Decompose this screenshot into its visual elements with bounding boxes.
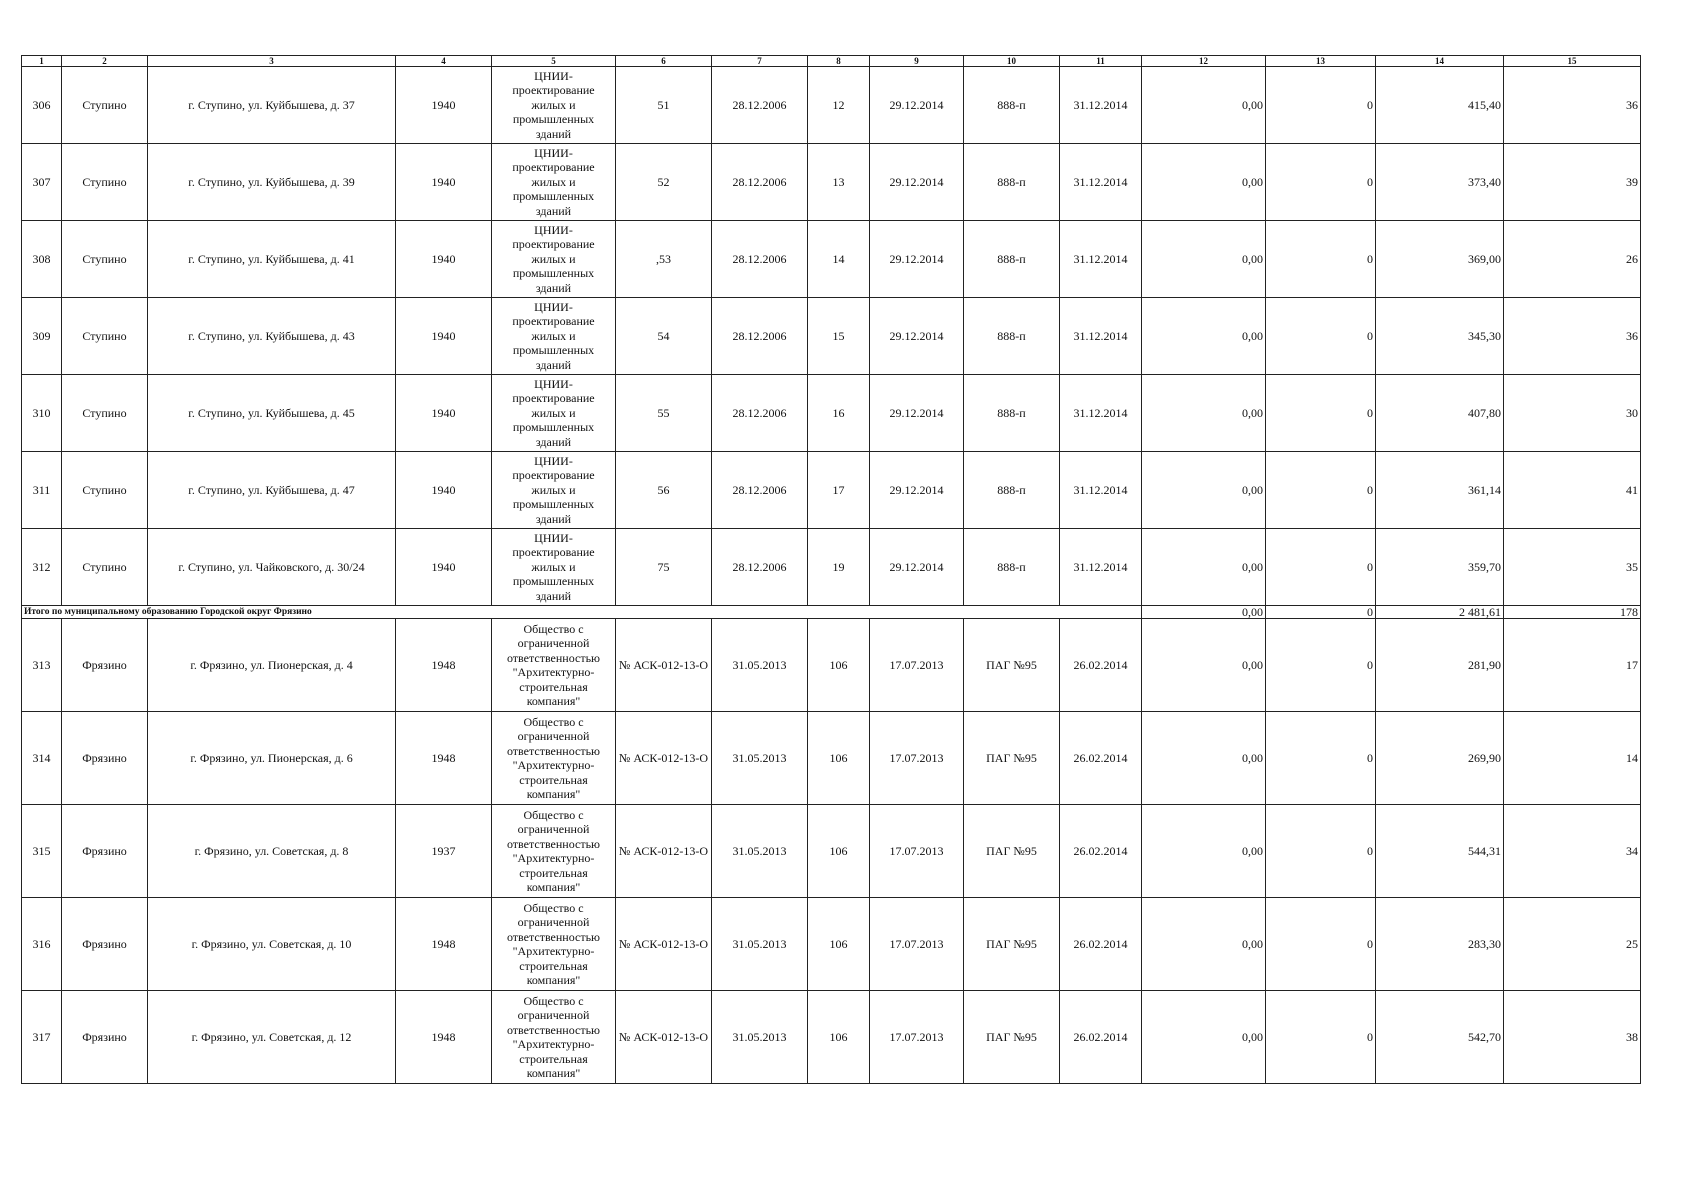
order-date-cell: 26.02.2014 xyxy=(1060,991,1142,1084)
decision-date-cell: 17.07.2013 xyxy=(870,805,964,898)
order-date-cell: 31.12.2014 xyxy=(1060,221,1142,298)
value-col12-cell: 0,00 xyxy=(1142,452,1266,529)
table-row xyxy=(22,221,1641,298)
value-col12-cell: 0,00 xyxy=(1142,529,1266,606)
residents-count-cell: 14 xyxy=(1504,712,1641,805)
table-row xyxy=(22,144,1641,221)
value-col13-cell: 0 xyxy=(1266,712,1376,805)
design-organization-cell: ЦНИИ-проектирование жилых и промышленных зданий xyxy=(492,67,616,144)
doc-date-cell: 28.12.2006 xyxy=(712,67,808,144)
order-number-cell: ПАГ №95 xyxy=(964,712,1060,805)
order-date-cell: 31.12.2014 xyxy=(1060,452,1142,529)
table-row xyxy=(22,67,1641,144)
doc-number-cell: 56 xyxy=(616,452,712,529)
design-organization-cell: Общество с ограниченной ответственностью "Архитектурно-строительная компания" xyxy=(492,619,616,712)
area-value-cell: 415,40 xyxy=(1376,67,1504,144)
decision-number-cell: 12 xyxy=(808,67,870,144)
residents-count-cell: 39 xyxy=(1504,144,1641,221)
order-number-cell: ПАГ №95 xyxy=(964,898,1060,991)
decision-number-cell: 17 xyxy=(808,452,870,529)
value-col13-cell: 0 xyxy=(1266,898,1376,991)
residents-count-cell: 41 xyxy=(1504,452,1641,529)
build-year-cell: 1948 xyxy=(396,991,492,1084)
table-row xyxy=(22,298,1641,375)
value-col12-cell: 0,00 xyxy=(1142,619,1266,712)
value-col12-cell: 0,00 xyxy=(1142,898,1266,991)
area-value-cell: 345,30 xyxy=(1376,298,1504,375)
decision-number-cell: 106 xyxy=(808,619,870,712)
table-body xyxy=(22,56,1641,1084)
doc-number-cell: 54 xyxy=(616,298,712,375)
order-number-cell: 888-п xyxy=(964,452,1060,529)
municipality-cell: Ступино xyxy=(62,529,148,606)
order-date-cell: 26.02.2014 xyxy=(1060,805,1142,898)
address-cell: г. Ступино, ул. Чайковского, д. 30/24 xyxy=(148,529,396,606)
table-row xyxy=(22,619,1641,712)
decision-number-cell: 106 xyxy=(808,991,870,1084)
value-col12-cell: 0,00 xyxy=(1142,67,1266,144)
column-number-11: 11 xyxy=(1060,56,1142,67)
value-col13-cell: 0 xyxy=(1266,298,1376,375)
decision-date-cell: 17.07.2013 xyxy=(870,712,964,805)
decision-date-cell: 29.12.2014 xyxy=(870,298,964,375)
doc-number-cell: № АСК-012-13-О xyxy=(616,991,712,1084)
value-col13-cell: 0 xyxy=(1266,619,1376,712)
design-organization-cell: Общество с ограниченной ответственностью "Архитектурно-строительная компания" xyxy=(492,898,616,991)
design-organization-cell: Общество с ограниченной ответственностью "Архитектурно-строительная компания" xyxy=(492,805,616,898)
value-col13-cell: 0 xyxy=(1266,991,1376,1084)
design-organization-cell: Общество с ограниченной ответственностью "Архитектурно-строительная компания" xyxy=(492,712,616,805)
doc-number-cell: 75 xyxy=(616,529,712,606)
decision-date-cell: 29.12.2014 xyxy=(870,144,964,221)
residents-count-cell: 26 xyxy=(1504,221,1641,298)
order-date-cell: 26.02.2014 xyxy=(1060,712,1142,805)
value-col12-cell: 0,00 xyxy=(1142,221,1266,298)
area-value-cell: 361,14 xyxy=(1376,452,1504,529)
order-number-cell: ПАГ №95 xyxy=(964,991,1060,1084)
value-col13-cell: 0 xyxy=(1266,805,1376,898)
column-number-15: 15 xyxy=(1504,56,1641,67)
doc-number-cell: 55 xyxy=(616,375,712,452)
order-date-cell: 26.02.2014 xyxy=(1060,898,1142,991)
municipality-cell: Ступино xyxy=(62,298,148,375)
doc-date-cell: 28.12.2006 xyxy=(712,529,808,606)
total-residents: 178 xyxy=(1504,606,1641,619)
decision-number-cell: 19 xyxy=(808,529,870,606)
area-value-cell: 281,90 xyxy=(1376,619,1504,712)
decision-date-cell: 29.12.2014 xyxy=(870,452,964,529)
value-col12-cell: 0,00 xyxy=(1142,805,1266,898)
value-col12-cell: 0,00 xyxy=(1142,375,1266,452)
row-number-cell: 309 xyxy=(22,298,62,375)
order-number-cell: 888-п xyxy=(964,67,1060,144)
decision-number-cell: 14 xyxy=(808,221,870,298)
order-number-cell: 888-п xyxy=(964,221,1060,298)
design-organization-cell: ЦНИИ-проектирование жилых и промышленных зданий xyxy=(492,375,616,452)
row-number-cell: 317 xyxy=(22,991,62,1084)
column-number-3: 3 xyxy=(148,56,396,67)
decision-date-cell: 29.12.2014 xyxy=(870,221,964,298)
value-col12-cell: 0,00 xyxy=(1142,712,1266,805)
order-date-cell: 31.12.2014 xyxy=(1060,144,1142,221)
row-number-cell: 307 xyxy=(22,144,62,221)
build-year-cell: 1948 xyxy=(396,712,492,805)
column-number-2: 2 xyxy=(62,56,148,67)
document-sheet xyxy=(21,55,1640,1084)
doc-number-cell: № АСК-012-13-О xyxy=(616,712,712,805)
area-value-cell: 283,30 xyxy=(1376,898,1504,991)
total-col12: 0,00 xyxy=(1142,606,1266,619)
decision-date-cell: 29.12.2014 xyxy=(870,529,964,606)
build-year-cell: 1940 xyxy=(396,375,492,452)
row-number-cell: 315 xyxy=(22,805,62,898)
area-value-cell: 269,90 xyxy=(1376,712,1504,805)
order-date-cell: 31.12.2014 xyxy=(1060,529,1142,606)
design-organization-cell: ЦНИИ-проектирование жилых и промышленных зданий xyxy=(492,298,616,375)
doc-number-cell: № АСК-012-13-О xyxy=(616,805,712,898)
area-value-cell: 407,80 xyxy=(1376,375,1504,452)
address-cell: г. Фрязино, ул. Пионерская, д. 4 xyxy=(148,619,396,712)
doc-date-cell: 28.12.2006 xyxy=(712,452,808,529)
residents-count-cell: 30 xyxy=(1504,375,1641,452)
column-number-6: 6 xyxy=(616,56,712,67)
decision-number-cell: 16 xyxy=(808,375,870,452)
total-label: Итого по муниципальному образованию Городской округ Фрязино xyxy=(22,606,1142,619)
order-date-cell: 31.12.2014 xyxy=(1060,67,1142,144)
table-row xyxy=(22,712,1641,805)
table-row xyxy=(22,375,1641,452)
doc-date-cell: 31.05.2013 xyxy=(712,805,808,898)
value-col13-cell: 0 xyxy=(1266,529,1376,606)
decision-date-cell: 29.12.2014 xyxy=(870,67,964,144)
decision-date-cell: 17.07.2013 xyxy=(870,991,964,1084)
area-value-cell: 359,70 xyxy=(1376,529,1504,606)
area-value-cell: 369,00 xyxy=(1376,221,1504,298)
column-number-1: 1 xyxy=(22,56,62,67)
row-number-cell: 312 xyxy=(22,529,62,606)
row-number-cell: 314 xyxy=(22,712,62,805)
column-number-7: 7 xyxy=(712,56,808,67)
doc-date-cell: 31.05.2013 xyxy=(712,619,808,712)
value-col13-cell: 0 xyxy=(1266,221,1376,298)
municipality-cell: Фрязино xyxy=(62,805,148,898)
municipality-cell: Фрязино xyxy=(62,898,148,991)
build-year-cell: 1940 xyxy=(396,221,492,298)
municipality-cell: Фрязино xyxy=(62,712,148,805)
build-year-cell: 1948 xyxy=(396,898,492,991)
build-year-cell: 1940 xyxy=(396,144,492,221)
order-number-cell: 888-п xyxy=(964,144,1060,221)
build-year-cell: 1937 xyxy=(396,805,492,898)
municipality-cell: Ступино xyxy=(62,221,148,298)
column-number-5: 5 xyxy=(492,56,616,67)
doc-date-cell: 31.05.2013 xyxy=(712,712,808,805)
residents-count-cell: 36 xyxy=(1504,298,1641,375)
address-cell: г. Ступино, ул. Куйбышева, д. 47 xyxy=(148,452,396,529)
column-number-8: 8 xyxy=(808,56,870,67)
table-row xyxy=(22,805,1641,898)
design-organization-cell: ЦНИИ-проектирование жилых и промышленных зданий xyxy=(492,144,616,221)
doc-date-cell: 28.12.2006 xyxy=(712,144,808,221)
doc-number-cell: № АСК-012-13-О xyxy=(616,619,712,712)
residents-count-cell: 25 xyxy=(1504,898,1641,991)
decision-number-cell: 15 xyxy=(808,298,870,375)
decision-date-cell: 17.07.2013 xyxy=(870,619,964,712)
address-cell: г. Фрязино, ул. Советская, д. 10 xyxy=(148,898,396,991)
build-year-cell: 1948 xyxy=(396,619,492,712)
municipality-cell: Ступино xyxy=(62,67,148,144)
table-row xyxy=(22,991,1641,1084)
value-col13-cell: 0 xyxy=(1266,67,1376,144)
row-number-cell: 316 xyxy=(22,898,62,991)
order-date-cell: 31.12.2014 xyxy=(1060,375,1142,452)
total-row xyxy=(22,606,1641,619)
address-cell: г. Ступино, ул. Куйбышева, д. 41 xyxy=(148,221,396,298)
residents-count-cell: 38 xyxy=(1504,991,1641,1084)
column-number-14: 14 xyxy=(1376,56,1504,67)
header-row xyxy=(22,56,1641,67)
column-number-12: 12 xyxy=(1142,56,1266,67)
value-col13-cell: 0 xyxy=(1266,144,1376,221)
design-organization-cell: Общество с ограниченной ответственностью "Архитектурно-строительная компания" xyxy=(492,991,616,1084)
residents-count-cell: 34 xyxy=(1504,805,1641,898)
value-col12-cell: 0,00 xyxy=(1142,991,1266,1084)
build-year-cell: 1940 xyxy=(396,67,492,144)
decision-date-cell: 29.12.2014 xyxy=(870,375,964,452)
value-col12-cell: 0,00 xyxy=(1142,144,1266,221)
value-col12-cell: 0,00 xyxy=(1142,298,1266,375)
value-col13-cell: 0 xyxy=(1266,375,1376,452)
row-number-cell: 313 xyxy=(22,619,62,712)
order-date-cell: 26.02.2014 xyxy=(1060,619,1142,712)
table-row xyxy=(22,898,1641,991)
order-number-cell: ПАГ №95 xyxy=(964,805,1060,898)
table-row xyxy=(22,529,1641,606)
column-number-10: 10 xyxy=(964,56,1060,67)
design-organization-cell: ЦНИИ-проектирование жилых и промышленных зданий xyxy=(492,452,616,529)
doc-date-cell: 28.12.2006 xyxy=(712,298,808,375)
doc-date-cell: 28.12.2006 xyxy=(712,375,808,452)
area-value-cell: 544,31 xyxy=(1376,805,1504,898)
area-value-cell: 373,40 xyxy=(1376,144,1504,221)
residents-count-cell: 35 xyxy=(1504,529,1641,606)
address-cell: г. Фрязино, ул. Пионерская, д. 6 xyxy=(148,712,396,805)
municipality-cell: Ступино xyxy=(62,375,148,452)
municipality-cell: Ступино xyxy=(62,452,148,529)
value-col13-cell: 0 xyxy=(1266,452,1376,529)
decision-number-cell: 13 xyxy=(808,144,870,221)
doc-number-cell: 51 xyxy=(616,67,712,144)
total-col13: 0 xyxy=(1266,606,1376,619)
housing-registry-table xyxy=(21,55,1641,1084)
municipality-cell: Ступино xyxy=(62,144,148,221)
doc-number-cell: № АСК-012-13-О xyxy=(616,898,712,991)
address-cell: г. Фрязино, ул. Советская, д. 12 xyxy=(148,991,396,1084)
order-date-cell: 31.12.2014 xyxy=(1060,298,1142,375)
doc-date-cell: 31.05.2013 xyxy=(712,991,808,1084)
municipality-cell: Фрязино xyxy=(62,619,148,712)
decision-date-cell: 17.07.2013 xyxy=(870,898,964,991)
order-number-cell: 888-п xyxy=(964,375,1060,452)
total-area: 2 481,61 xyxy=(1376,606,1504,619)
doc-date-cell: 28.12.2006 xyxy=(712,221,808,298)
decision-number-cell: 106 xyxy=(808,805,870,898)
build-year-cell: 1940 xyxy=(396,298,492,375)
address-cell: г. Ступино, ул. Куйбышева, д. 45 xyxy=(148,375,396,452)
address-cell: г. Ступино, ул. Куйбышева, д. 43 xyxy=(148,298,396,375)
build-year-cell: 1940 xyxy=(396,452,492,529)
order-number-cell: 888-п xyxy=(964,529,1060,606)
decision-number-cell: 106 xyxy=(808,898,870,991)
address-cell: г. Ступино, ул. Куйбышева, д. 39 xyxy=(148,144,396,221)
design-organization-cell: ЦНИИ-проектирование жилых и промышленных зданий xyxy=(492,221,616,298)
residents-count-cell: 36 xyxy=(1504,67,1641,144)
row-number-cell: 310 xyxy=(22,375,62,452)
column-number-9: 9 xyxy=(870,56,964,67)
doc-number-cell: ,53 xyxy=(616,221,712,298)
address-cell: г. Фрязино, ул. Советская, д. 8 xyxy=(148,805,396,898)
column-number-13: 13 xyxy=(1266,56,1376,67)
municipality-cell: Фрязино xyxy=(62,991,148,1084)
doc-number-cell: 52 xyxy=(616,144,712,221)
design-organization-cell: ЦНИИ-проектирование жилых и промышленных зданий xyxy=(492,529,616,606)
doc-date-cell: 31.05.2013 xyxy=(712,898,808,991)
area-value-cell: 542,70 xyxy=(1376,991,1504,1084)
row-number-cell: 306 xyxy=(22,67,62,144)
row-number-cell: 308 xyxy=(22,221,62,298)
column-number-4: 4 xyxy=(396,56,492,67)
decision-number-cell: 106 xyxy=(808,712,870,805)
table-row xyxy=(22,452,1641,529)
address-cell: г. Ступино, ул. Куйбышева, д. 37 xyxy=(148,67,396,144)
residents-count-cell: 17 xyxy=(1504,619,1641,712)
build-year-cell: 1940 xyxy=(396,529,492,606)
row-number-cell: 311 xyxy=(22,452,62,529)
order-number-cell: 888-п xyxy=(964,298,1060,375)
order-number-cell: ПАГ №95 xyxy=(964,619,1060,712)
